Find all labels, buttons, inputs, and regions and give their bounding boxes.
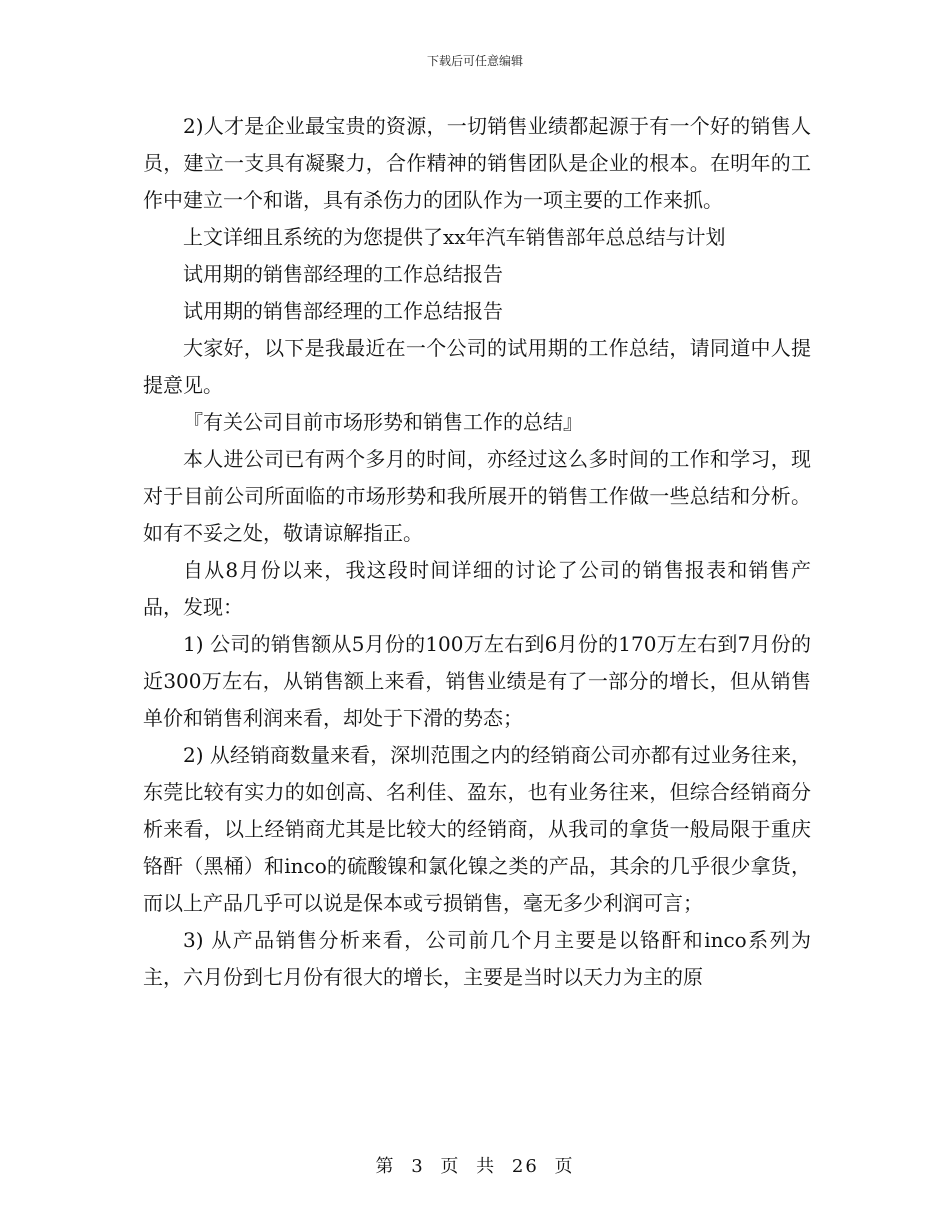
paragraph-report-title-2: 试用期的销售部经理的工作总结报告: [183, 299, 503, 323]
paragraph-section-heading: 『有关公司目前市场形势和销售工作的总结』: [183, 410, 583, 434]
document-body: [143, 108, 811, 996]
footer-total-pages: 26: [511, 1156, 539, 1177]
paragraph-greeting: 大家好，以下是我最近在一个公司的试用期的工作总结，请同道中人提提意见。: [143, 336, 811, 397]
header-note: 下载后可任意编辑: [426, 54, 523, 68]
footer-total-unit: 页: [554, 1156, 575, 1177]
footer-total-prefix: 共: [476, 1156, 497, 1177]
paragraph-since-august: 自从8月份以来，我这段时间详细的讨论了公司的销售报表和销售产品，发现：: [143, 558, 811, 619]
paragraph-point-3: 3) 从产品销售分析来看，公司前几个月主要是以铬酐和inco系列为主，六月份到七月份有很大的增长，主要是当时以天力为主的原: [143, 928, 811, 989]
paragraph-talent: 2)人才是企业最宝贵的资源，一切销售业绩都起源于有一个好的销售人员，建立一支具有凝聚力，合作精神的销售团队是企业的根本。在明年的工作中建立一个和谐，具有杀伤力的团队作为一项主要的工作来抓。: [143, 114, 811, 212]
page-footer: [0, 1152, 950, 1178]
paragraph-summary-intro: 上文详细且系统的为您提供了xx年汽车销售部年总总结与计划: [183, 225, 726, 249]
paragraph-report-title-1: 试用期的销售部经理的工作总结报告: [183, 262, 503, 286]
paragraph-point-1: 1) 公司的销售额从5月份的100万左右到6月份的170万左右到7月份的近300万左右，从销售额上来看，销售业绩是有了一部分的增长，但从销售单价和销售利润来看，却处于下滑的势态；: [143, 632, 811, 730]
paragraph-point-2: 2) 从经销商数量来看，深圳范围之内的经销商公司亦都有过业务往来，东莞比较有实力的如创高、名利佳、盈东，也有业务往来，但综合经销商分析来看，以上经销商尤其是比较大的经销商，从我司的拿货一般局限于重庆铬酐（黑桶）和inco的硫酸镍和氯化镍之类的产品，其余的几乎很少拿货，而以上产品几乎可以说是保本或亏损销售，毫无多少利润可言；: [143, 743, 811, 915]
paragraph-intro: 本人进公司已有两个多月的时间，亦经过这么多时间的工作和学习，现对于目前公司所面临的市场形势和我所展开的销售工作做一些总结和分析。如有不妥之处，敬请谅解指正。: [143, 447, 811, 545]
footer-page-unit: 页: [440, 1156, 461, 1177]
footer-page-number: 3: [411, 1156, 425, 1177]
footer-page-prefix: 第: [375, 1156, 396, 1177]
